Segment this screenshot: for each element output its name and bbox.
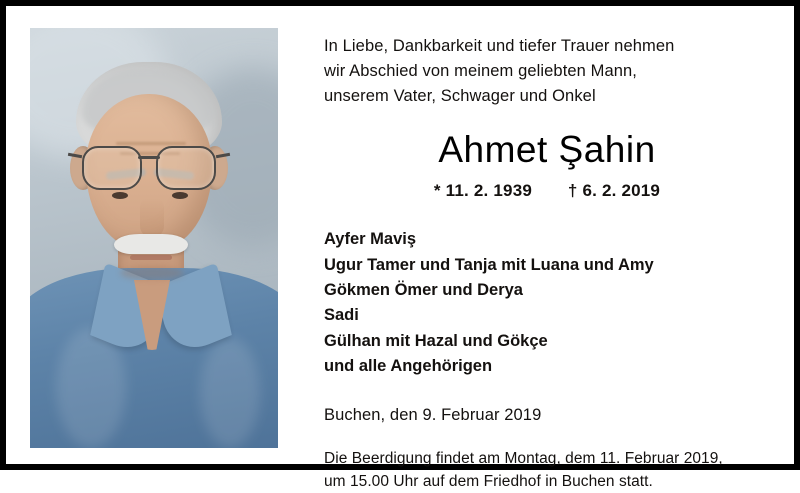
place-and-date: Buchen, den 9. Februar 2019 <box>324 405 542 424</box>
list-item: Gökmen Ömer und Derya <box>324 281 523 300</box>
death-date: † 6. 2. 2019 <box>567 181 661 201</box>
moustache <box>114 234 188 254</box>
mouth <box>130 255 172 260</box>
list-item: Ugur Tamer und Tanja mit Luana und Amy <box>324 255 654 274</box>
eye-right <box>172 192 188 199</box>
birth-date: * 11. 2. 1939 <box>433 181 532 201</box>
list-item: Gülhan mit Hazal und Gökçe <box>324 331 548 350</box>
eye-left <box>112 192 128 199</box>
shirt-fold-left <box>56 328 126 448</box>
intro-line-1: In Liebe, Dankbarkeit und tiefer Trauer nehmen <box>324 37 675 55</box>
list-item: Sadi <box>324 306 359 325</box>
notice-body <box>6 6 794 490</box>
list-item: Ayfer Maviş <box>324 230 417 249</box>
life-dates <box>324 181 770 201</box>
intro-text <box>324 34 770 109</box>
deceased-name: Ahmet Şahin <box>438 129 656 171</box>
nose <box>140 198 164 238</box>
mourners-list <box>324 227 770 379</box>
list-item: und alle Angehörigen <box>324 357 493 376</box>
intro-line-2: wir Abschied von meinem geliebten Mann, <box>324 62 637 81</box>
intro-line-3: unserem Vater, Schwager und Onkel <box>324 87 596 106</box>
glasses-bridge <box>138 156 160 159</box>
glasses-lens-left <box>82 146 142 190</box>
portrait-photo <box>30 28 278 448</box>
glasses-icon <box>80 144 218 190</box>
funeral-line-1: Die Beerdigung findet am Montag, dem 11. Februar 2019, <box>324 449 723 467</box>
glasses-lens-right <box>156 146 216 190</box>
funeral-line-2: um 15.00 Uhr auf dem Friedhof in Buchen statt. <box>324 472 653 490</box>
notice-text <box>278 28 770 490</box>
shirt-fold-right <box>200 338 260 448</box>
chin-shadow <box>120 266 184 280</box>
head <box>74 62 224 258</box>
portrait-image <box>30 28 278 448</box>
